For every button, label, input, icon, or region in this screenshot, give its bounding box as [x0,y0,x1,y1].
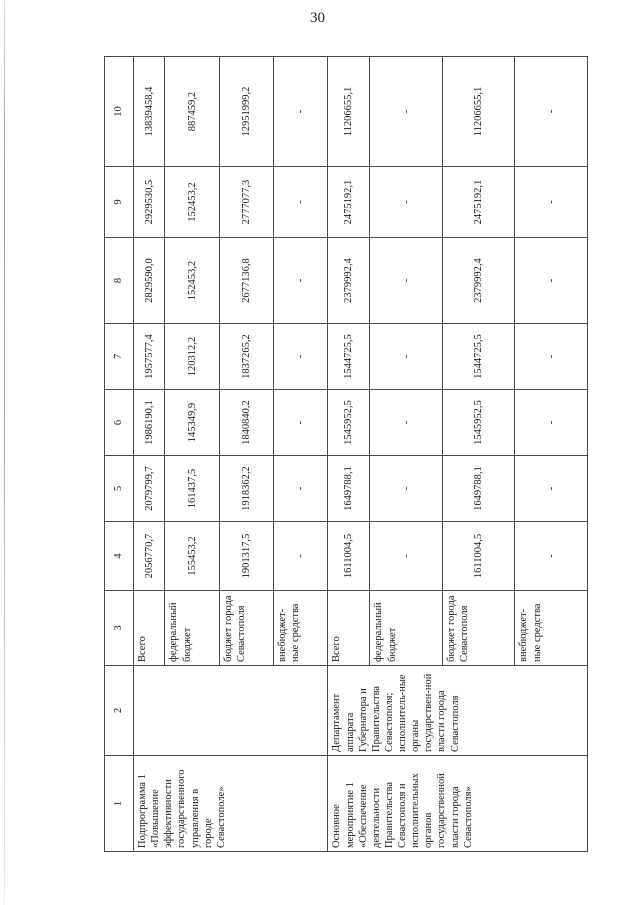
value-cell: 120312,2 [165,324,219,390]
value-cell: 1544725,5 [328,324,370,390]
total-cell: - [274,57,328,167]
value-cell: - [370,522,442,591]
funding-source-cell: Всего [328,591,370,666]
column-header: 8 [105,238,134,324]
value-cell: 1986190,1 [134,390,165,456]
column-header: 1 [105,756,134,852]
value-cell: 1918362,2 [219,456,273,522]
value-cell: - [515,324,588,390]
column-header: 2 [105,666,134,756]
value-cell: 161437,5 [165,456,219,522]
value-cell: - [515,456,588,522]
value-cell: - [274,167,328,238]
value-cell: 152453,2 [165,167,219,238]
value-cell: 1837265,2 [219,324,273,390]
column-header: 10 [105,57,134,167]
total-cell: 11206655,1 [442,57,514,167]
value-cell: 1840840,2 [219,390,273,456]
value-cell: 155453,2 [165,522,219,591]
value-cell: 1611004,5 [442,522,514,591]
value-cell: 2929530,5 [134,167,165,238]
value-cell: 1611004,5 [328,522,370,591]
value-cell: 1544725,5 [442,324,514,390]
funding-source-cell: Всего [134,591,165,666]
value-cell: - [370,167,442,238]
total-cell: 887459,2 [165,57,219,167]
page-binding-edge [4,0,5,905]
funding-source-cell: бюджет города Севастополя [442,591,514,666]
value-cell: 2379992,4 [442,238,514,324]
value-cell: - [515,238,588,324]
column-header: 9 [105,167,134,238]
value-cell: - [370,390,442,456]
value-cell: - [274,456,328,522]
executor-bodies: исполнитель-ные органы государствен-ной власти города Севастополя [397,673,461,752]
value-cell: - [274,324,328,390]
value-cell: 2475192,1 [442,167,514,238]
total-cell: - [370,57,442,167]
activity-title-cell: Основное мероприятие 1 «Обеспечение деятельности Правительства Севастополя и исполнительных органов государственной власти города Севастополя» [328,756,588,852]
value-cell: 1957577,4 [134,324,165,390]
column-header: 3 [105,591,134,666]
funding-source-cell: внебюджет-ные средства [515,591,588,666]
value-cell: 1649788,1 [442,456,514,522]
page-number: 30 [310,10,325,26]
value-cell: - [515,390,588,456]
value-cell: 1901317,5 [219,522,273,591]
program-title-cell: Подпрограмма 1 «Повышение эффективности государственного управления в городе Севастополе» [134,756,328,852]
total-cell: 13839458,4 [134,57,165,167]
value-cell: 2379992,4 [328,238,370,324]
value-cell: 2829590,0 [134,238,165,324]
funding-table [104,56,588,852]
column-header: 5 [105,456,134,522]
funding-source-cell: внебюджет-ные средства [274,591,328,666]
value-cell: 1649788,1 [328,456,370,522]
funding-source-cell: бюджет города Севастополя [219,591,273,666]
table-header-row [105,57,134,852]
rotated-table-container [104,57,588,852]
value-cell: - [370,238,442,324]
value-cell: - [370,456,442,522]
column-header: 6 [105,390,134,456]
value-cell: 2056770,7 [134,522,165,591]
total-cell: 11206655,1 [328,57,370,167]
value-cell: 1545952,5 [328,390,370,456]
value-cell: 2777077,3 [219,167,273,238]
value-cell: 2475192,1 [328,167,370,238]
value-cell: 2677136,8 [219,238,273,324]
column-header: 4 [105,522,134,591]
value-cell: - [274,522,328,591]
total-cell: - [515,57,588,167]
executor-cell [328,666,588,756]
value-cell: 152453,2 [165,238,219,324]
value-cell: - [274,390,328,456]
value-cell: 2079799,7 [134,456,165,522]
table-row [134,57,165,852]
column-header: 7 [105,324,134,390]
funding-source-cell: федеральный бюджет [370,591,442,666]
executor-cell [134,666,328,756]
value-cell: 145349,9 [165,390,219,456]
total-cell: 12951999,2 [219,57,273,167]
table-row [328,57,370,852]
funding-source-cell: федеральный бюджет [165,591,219,666]
value-cell: - [515,167,588,238]
value-cell: - [515,522,588,591]
value-cell: 1545952,5 [442,390,514,456]
value-cell: - [274,238,328,324]
executor-department: Департамент аппарата Губернатора и Правительства Севастополя; [331,685,395,752]
value-cell: - [370,324,442,390]
